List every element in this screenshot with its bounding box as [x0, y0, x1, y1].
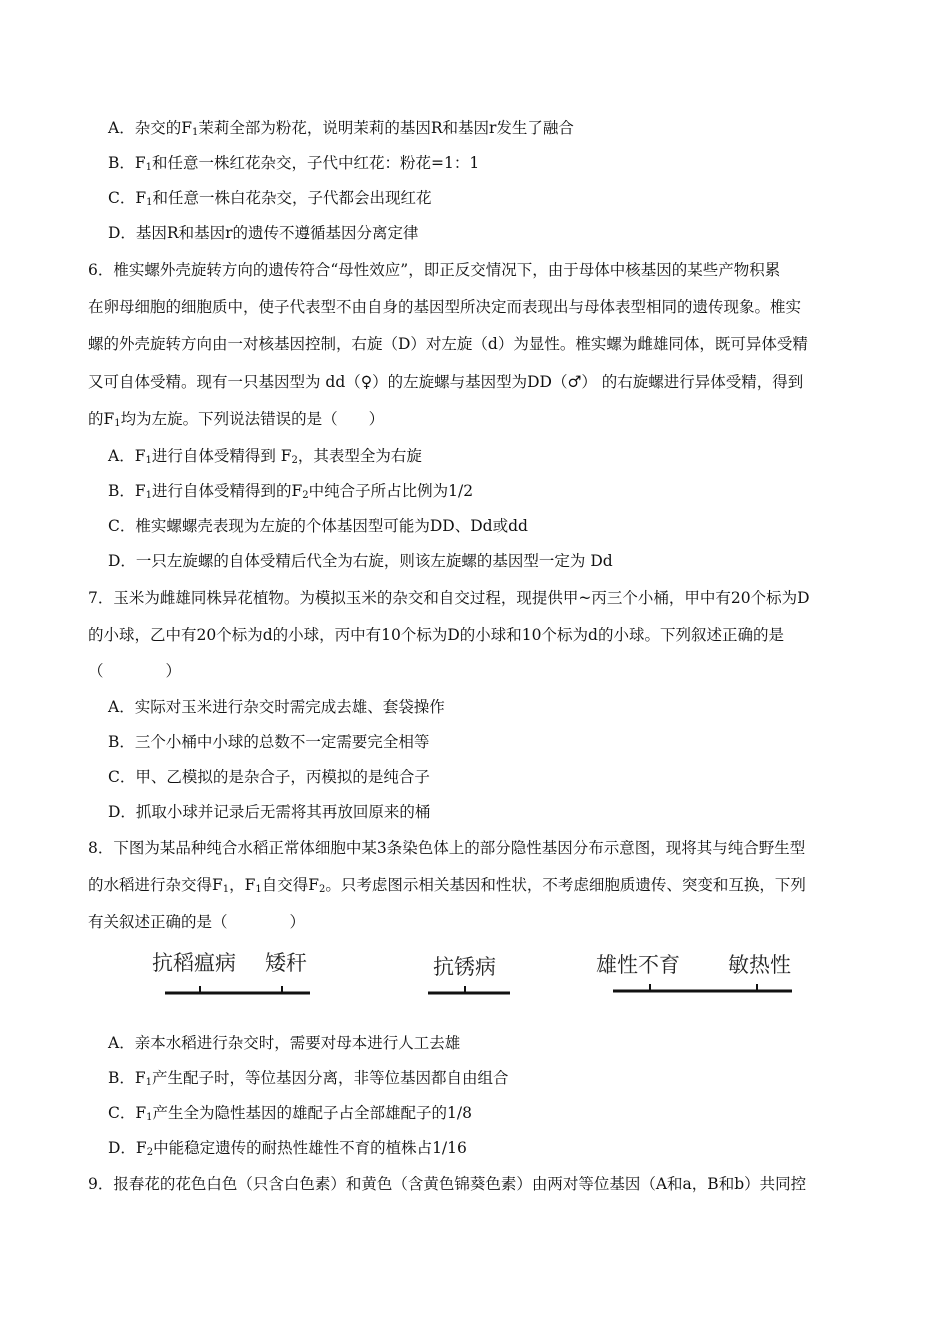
q7-option-b: B．三个小桶中小球的总数不一定需要完全相等: [108, 733, 430, 751]
q5-option-d: D．基因R和基因r的遗传不遵循基因分离定律: [108, 224, 419, 242]
q5-option-c: C．$F_1$和任意一株白花杂交，子代都会出现红花: [108, 189, 432, 208]
q5-option-a: A．杂交的$F_1$茉莉全部为粉花，说明茉莉的基因R和基因r发生了融合: [108, 119, 574, 138]
q6-stem-line-4: 又可自体受精。现有一只基因型为 dd（♀）的左旋螺与基因型为DD（♂） 的右旋螺进行异体受精，得到: [88, 373, 804, 391]
q9-stem-line-1: 9．报春花的花色白色（只含白色素）和黄色（含黄色锦葵色素）由两对等位基因（A和a，B和b）共同控: [88, 1175, 807, 1193]
q6-option-d: D．一只左旋螺的自体受精后代全为右旋，则该左旋螺的基因型一定为 Dd: [108, 552, 613, 570]
q8-option-d: D．$F_2$中能稳定遗传的耐热性雄性不育的植株占1/16: [108, 1139, 467, 1158]
q8-option-b: B．$F_1$产生配子时，等位基因分离，非等位基因都自由组合: [108, 1069, 509, 1088]
q8-stem-line-3: 有关叙述正确的是（ ）: [88, 913, 306, 931]
q7-option-d: D．抓取小球并记录后无需将其再放回原来的桶: [108, 803, 431, 821]
q6-option-c: C．椎实螺螺壳表现为左旋的个体基因型可能为DD、Dd或dd: [108, 517, 528, 535]
q7-option-a: A．实际对玉米进行杂交时需完成去雄、套袋操作: [108, 698, 445, 716]
label-heat-sensitivity: 敏热性: [728, 953, 791, 977]
q6-stem-line-1: 6．椎实螺外壳旋转方向的遗传符合“母性效应”，即正反交情况下，由于母体中核基因的某些产物积累: [88, 261, 781, 279]
chromosome-diagram: [0, 940, 950, 1010]
q8-option-a: A．亲本水稻进行杂交时，需要对母本进行人工去雄: [108, 1034, 461, 1052]
q8-stem-line-1: 8．下图为某品种纯合水稻正常体细胞中某3条染色体上的部分隐性基因分布示意图，现将其与纯合野生型: [88, 839, 806, 857]
q6-stem-line-5: 的$F_1$均为左旋。下列说法错误的是（ ）: [88, 410, 385, 429]
q6-stem-line-2: 在卵母细胞的细胞质中，使子代表型不由自身的基因型所决定而表现出与母体表型相同的遗传现象。椎实: [88, 298, 802, 316]
q7-option-c: C．甲、乙模拟的是杂合子，丙模拟的是纯合子: [108, 768, 430, 786]
q8-option-c: C．$F_1$产生全为隐性基因的雄配子占全部雄配子的1/8: [108, 1104, 472, 1123]
label-rust-resistance: 抗锈病: [433, 955, 496, 979]
q7-stem-line-2: 的小球，乙中有20个标为d的小球，丙中有10个标为D的小球和10个标为d的小球。下列叙述正确的是: [88, 626, 784, 644]
q8-stem-line-2: 的水稻进行杂交得$F_1$，$F_1$自交得$F_2$。只考虑图示相关基因和性状，不考虑细胞质遗传、突变和互换，下列: [88, 876, 806, 895]
q6-option-a: A．$F_1$进行自体受精得到 $F_2$，其表型全为右旋: [108, 447, 422, 466]
q7-stem-line-1: 7．玉米为雌雄同株异花植物。为模拟玉米的杂交和自交过程，现提供甲~丙三个小桶，甲中有20个标为D: [88, 589, 810, 607]
q6-stem-line-3: 螺的外壳旋转方向由一对核基因控制，右旋（D）对左旋（d）为显性。椎实螺为雌雄同体，既可异体受精: [88, 335, 808, 353]
label-dwarf: 矮秆: [265, 951, 307, 975]
q5-option-b: B．$F_1$和任意一株红花杂交，子代中红花：粉花=1：1: [108, 154, 480, 173]
q6-option-b: B．$F_1$进行自体受精得到的$F_2$中纯合子所占比例为1/2: [108, 482, 474, 501]
label-rice-blast-resistance: 抗稻瘟病: [152, 951, 236, 975]
label-male-sterility: 雄性不育: [596, 953, 680, 977]
q7-stem-line-3: （ ）: [88, 662, 182, 680]
